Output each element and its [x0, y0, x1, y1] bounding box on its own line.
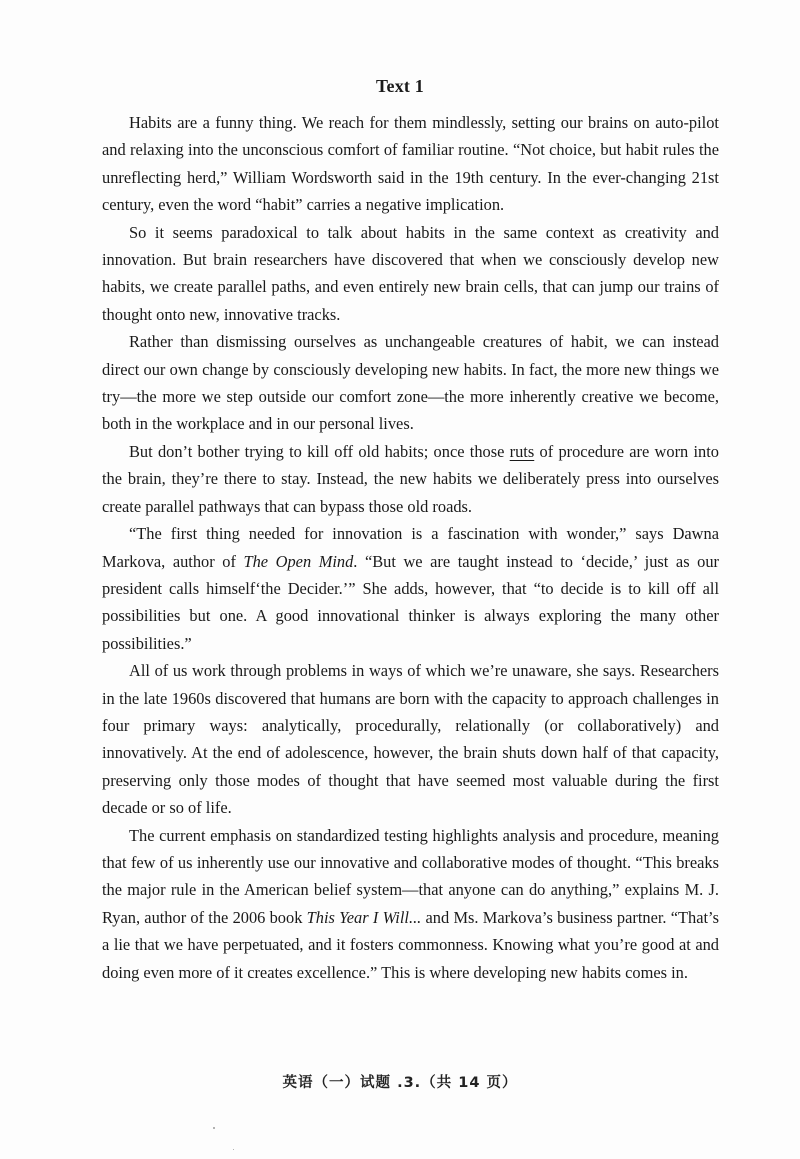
paragraph-5: [102, 520, 719, 657]
paragraph-2: So it seems paradoxical to talk about habits in the same context as creativity and innovation. But brain researchers have discovered that when we consciously develop new habits, we create parallel paths, and even entirely new brain cells, that can jump our trains of thought onto new, innovative tracks.: [102, 222, 719, 324]
paragraph-7-text-end: and Ms. Markova’s business partner. “That’s a lie that we have perpetuated, and it fosters commonness. Knowing what you’re good at and doing even more of it creates excellence.” This is where developing new habits comes in.: [102, 907, 719, 982]
page-title: Text 1: [375, 76, 425, 96]
paragraph-4-text-start: But don’t bother trying to kill off old habits; once those: [129, 441, 510, 461]
paragraph-7-text-start: The current emphasis on standardized testing highlights analysis and procedure, meaning that few of us inherently use our innovative and collaborative modes of thought. “This breaks the major rule in the American belief system—that anyone can do anything,” explains M. J. Ryan, author of the 2006 book: [102, 825, 719, 927]
paragraph-4: [102, 438, 719, 520]
page-footer: 英语（一）试题 .3.（共 14 页）: [282, 1075, 518, 1091]
paragraph-4-text-end: of procedure are worn into the brain, they’re there to stay. Instead, the new habits we deliberately press into ourselves create parallel pathways that can bypass those old roads.: [102, 441, 719, 516]
book-title-this-year-i-will: This Year I Will...: [306, 907, 422, 927]
passage-body: [102, 109, 719, 986]
paragraph-5-text-end: . “But we are taught instead to ‘decide,’ just as our president calls himself‘the Decider.’” She adds, however, that “to decide is to kill off all possibilities but one. A good innovational thinker is always exploring the many other possibilities.”: [102, 551, 719, 653]
paragraph-5-text-start: “The first thing needed for innovation is a fascination with wonder,” says Dawna Markova, author of: [102, 524, 719, 571]
paragraph-6: All of us work through problems in ways of which we’re unaware, she says. Researchers in the late 1960s discovered that humans are born with the capacity to approach challenges in four primary ways: analytically, procedurally, relationally (or collaboratively) and innovatively. At the end of adolescence, however, the brain shuts down half of that capacity, preserving only those modes of thought that have seemed most valuable during the first decade or so of life.: [102, 661, 719, 818]
book-title-open-mind: The Open Mind: [243, 551, 354, 571]
paragraph-7: [102, 822, 719, 986]
underlined-word-ruts: ruts: [509, 441, 535, 461]
scan-speck: [233, 1149, 234, 1150]
paragraph-1: Habits are a funny thing. We reach for them mindlessly, setting our brains on auto-pilot and relaxing into the unconscious comfort of familiar routine. “Not choice, but habit rules the unreflecting herd,” William Wordsworth said in the 19th century. In the ever-changing 21st century, even the word “habit” carries a negative implication.: [102, 113, 719, 215]
paragraph-3: Rather than dismissing ourselves as unchangeable creatures of habit, we can instead direct our own change by consciously developing new habits. In fact, the more new things we try—the more we step outside our comfort zone—the more inherently creative we become, both in the workplace and in our personal lives.: [102, 332, 719, 434]
scan-speck: [213, 1127, 215, 1129]
